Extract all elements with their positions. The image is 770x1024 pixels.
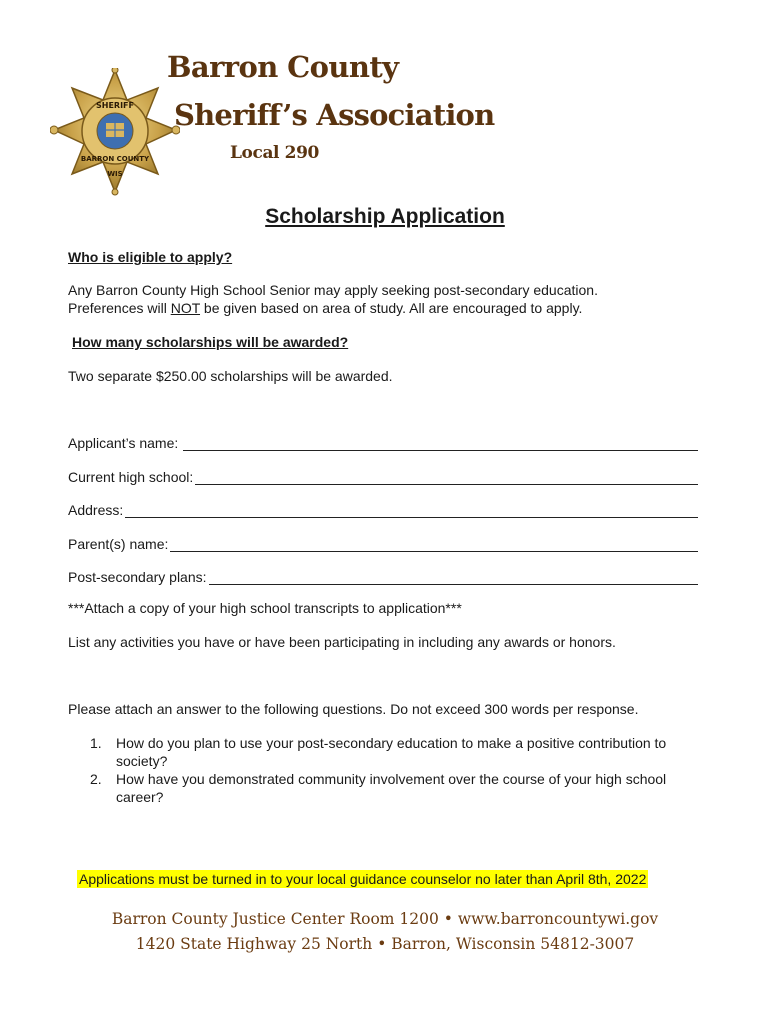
deadline-notice: Applications must be turned in to your local guidance counselor no later than April 8th, 2022 [79,871,647,887]
eligibility-text-line2 [68,299,582,318]
parents-name-field[interactable] [68,533,698,552]
post-secondary-plans-field[interactable] [68,566,698,585]
question-text: How do you plan to use your post-secondary education to make a positive contribution to society? [116,735,667,769]
footer-address-line2: 1420 State Highway 25 North • Barron, Wisconsin 54812-3007 [135,935,635,953]
address-line[interactable] [125,502,698,518]
parents-name-line[interactable] [170,536,698,552]
page-title: Scholarship Application [265,205,505,228]
question-text: How have you demonstrated community involvement over the course of your high school career? [116,771,667,805]
badge-text-bottom: BARRON COUNTY [80,155,150,163]
sheriff-star-badge-logo [50,68,180,198]
applicant-name-field[interactable] [68,432,698,451]
org-name-line1: Barron County [167,50,399,84]
question-number: 1. [90,735,102,751]
address-label: Address: [68,502,124,518]
eligibility-line2-post: be given based on area of study. All are encouraged to apply. [200,300,583,316]
eligibility-line2-pre: Preferences will [68,300,171,316]
transcripts-note: ***Attach a copy of your high school transcripts to application*** [68,600,462,616]
post-secondary-plans-label: Post-secondary plans: [68,569,207,585]
high-school-field[interactable] [68,466,698,485]
eligibility-text-line1: Any Barron County High School Senior may apply seeking post-secondary education. [68,282,598,298]
applicant-name-label: Applicant’s name: [68,435,179,451]
org-local-number: Local 290 [230,143,319,163]
question-number: 2. [90,771,102,787]
high-school-line[interactable] [195,469,698,485]
high-school-label: Current high school: [68,469,194,485]
eligibility-heading: Who is eligible to apply? [68,249,233,265]
badge-text-wis: WIS [107,170,123,178]
activities-instruction: List any activities you have or have been participating in including any awards or honors. [68,634,616,650]
parents-name-label: Parent(s) name: [68,536,169,552]
address-field[interactable] [68,499,698,518]
questions-intro: Please attach an answer to the following questions. Do not exceed 300 words per response. [68,701,639,717]
awards-text: Two separate $250.00 scholarships will be awarded. [68,368,393,384]
awards-heading: How many scholarships will be awarded? [72,334,349,350]
post-secondary-plans-line[interactable] [209,569,698,585]
org-name-line2: Sheriff’s Association [174,98,495,132]
badge-text-top: SHERIFF [96,101,134,110]
footer-address-line1: Barron County Justice Center Room 1200 • www.barroncountywi.gov [111,910,659,928]
applicant-name-line[interactable] [183,435,698,451]
eligibility-line2-not: NOT [170,300,201,316]
